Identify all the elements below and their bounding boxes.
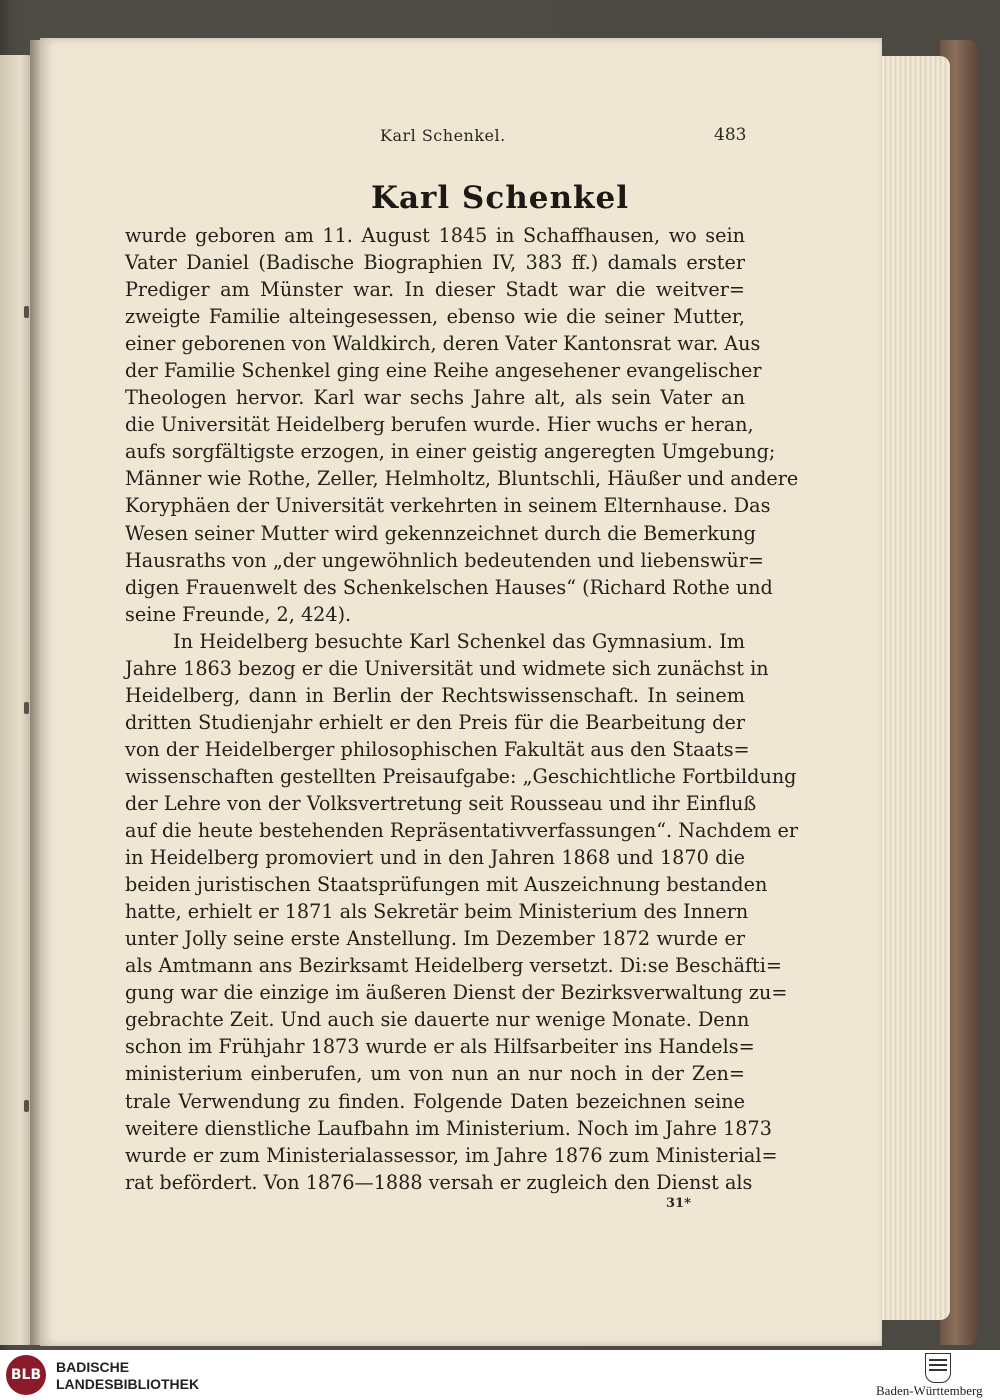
text-line: auf die heute bestehenden Repräsentativverfassungen“. Nachdem er: [125, 819, 799, 843]
text-line: schon im Frühjahr 1873 wurde er als Hilfsarbeiter ins Handels=: [125, 1035, 755, 1059]
text-line: Vater Daniel (Badische Biographien IV, 383 ff.) damals erster: [125, 251, 745, 275]
state-name: Baden-Württemberg: [876, 1383, 983, 1398]
text-line: aufs sorgfältigste erzogen, in einer geistig angeregten Umgebung;: [125, 440, 776, 464]
text-line: Koryphäen der Universität verkehrten in seinem Elternhause. Das: [125, 494, 771, 518]
text-line: weitere dienstliche Laufbahn im Ministerium. Noch im Jahre 1873: [125, 1116, 772, 1140]
text-line: ministerium einberufen, um von nun an nur noch in der Zen=: [125, 1062, 745, 1086]
library-footer: [0, 1350, 1000, 1400]
page-number: 483: [714, 125, 747, 145]
previous-page-edge: [0, 55, 34, 1345]
text-line: in Heidelberg promoviert und in den Jahren 1868 und 1870 die: [125, 846, 745, 870]
text-line: In Heidelberg besuchte Karl Schenkel das Gymnasium. Im: [173, 629, 745, 653]
page-edges: [872, 56, 950, 1320]
text-line: wurde er zum Ministerialassessor, im Jahre 1876 zum Ministerial=: [125, 1143, 778, 1167]
text-line: Prediger am Münster war. In dieser Stadt war die weitver=: [125, 278, 745, 302]
library-name-line2: LANDESBIBLIOTHEK: [56, 1376, 200, 1392]
text-line: Hausraths von „der ungewöhnlich bedeutenden und liebenswür=: [125, 548, 764, 572]
text-line: zweigte Familie alteingesessen, ebenso wie die seiner Mutter,: [125, 305, 745, 329]
text-line: Theologen hervor. Karl war sechs Jahre alt, als sein Vater an: [125, 386, 745, 410]
margin-mark: [24, 1100, 29, 1112]
text-line: die Universität Heidelberg berufen wurde. Hier wuchs er heran,: [125, 413, 754, 437]
text-line: Männer wie Rothe, Zeller, Helmholtz, Bluntschli, Häußer und andere: [125, 467, 799, 491]
body-text: [125, 222, 799, 1196]
text-line: gung war die einzige im äußeren Dienst der Bezirksverwaltung zu=: [125, 981, 788, 1005]
text-line: Wesen seiner Mutter wird gekennzeichnet durch die Bemerkung: [125, 521, 756, 545]
text-line: der Familie Schenkel ging eine Reihe angesehener evangelischer: [125, 359, 762, 383]
library-name-line1: BADISCHE: [56, 1359, 130, 1375]
text-line: einer geborenen von Waldkirch, deren Vater Kantonsrat war. Aus: [125, 332, 761, 356]
text-line: rat befördert. Von 1876—1888 versah er zugleich den Dienst als: [125, 1170, 753, 1194]
blb-logo-text: BLB: [10, 1367, 42, 1383]
text-line: wurde geboren am 11. August 1845 in Schaffhausen, wo sein: [125, 224, 745, 247]
text-line: hatte, erhielt er 1871 als Sekretär beim Ministerium des Innern: [125, 900, 749, 924]
text-line: beiden juristischen Staatsprüfungen mit Auszeichnung bestanden: [125, 873, 768, 897]
text-line: seine Freunde, 2, 424).: [125, 602, 352, 626]
text-line: trale Verwendung zu finden. Folgende Daten bezeichnen seine: [125, 1089, 745, 1113]
text-line: dritten Studienjahr erhielt er den Preis für die Bearbeitung der: [125, 710, 745, 734]
margin-mark: [24, 306, 29, 318]
blb-logo[interactable]: [6, 1355, 46, 1395]
running-head: Karl Schenkel.: [380, 126, 506, 145]
article-title: Karl Schenkel: [371, 180, 629, 216]
text-line: Jahre 1863 bezog er die Universität und widmete sich zunächst in: [125, 656, 769, 680]
text-line: von der Heidelberger philosophischen Fakultät aus den Staats=: [125, 737, 750, 761]
text-line: wissenschaften gestellten Preisaufgabe: „Geschichtliche Fortbildung: [125, 764, 797, 788]
sheet-signature: 31*: [666, 1196, 691, 1211]
margin-mark: [24, 702, 29, 714]
text-line: der Lehre von der Volksvertretung seit Rousseau und ihr Einfluß: [125, 791, 757, 815]
text-line: digen Frauenwelt des Schenkelschen Hauses“ (Richard Rothe und: [125, 575, 773, 599]
text-line: unter Jolly seine erste Anstellung. Im Dezember 1872 wurde er: [125, 927, 745, 951]
coat-of-arms-icon: [925, 1353, 951, 1383]
text-line: gebrachte Zeit. Und auch sie dauerte nur wenige Monate. Denn: [125, 1008, 750, 1032]
library-name: [56, 1359, 199, 1393]
text-line: als Amtmann ans Bezirksamt Heidelberg versetzt. Di:se Beschäfti=: [125, 954, 782, 978]
text-line: Heidelberg, dann in Berlin der Rechtswissenschaft. In seinem: [125, 683, 745, 707]
